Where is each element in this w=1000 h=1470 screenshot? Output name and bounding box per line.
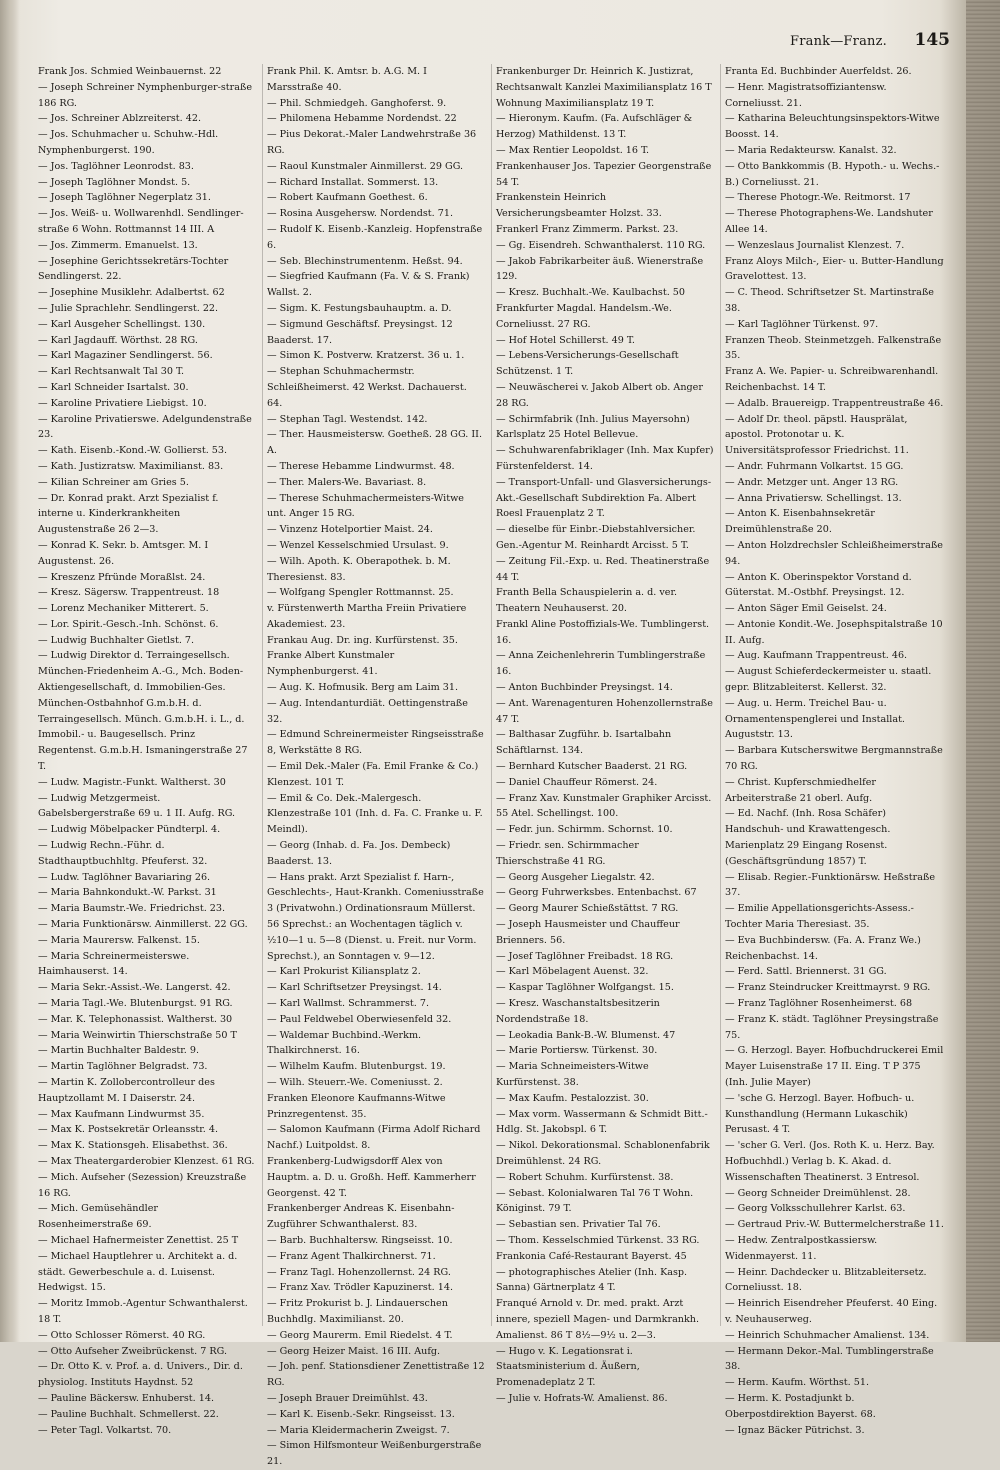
directory-entry: — Ther. Malers-We. Bavariast. 8.: [267, 476, 427, 488]
directory-entry: Frankau Aug. Dr. ing. Kurfürstenst. 35.: [267, 634, 458, 646]
directory-entry: — Georg Maurer Schießstättst. 7 RG.: [496, 903, 679, 915]
directory-entry: Franth Bella Schauspielerin a. d. ver. Theatern Neuhauserst. 20.: [496, 587, 681, 615]
directory-entry: — Kresz. Waschanstaltsbesitzerin Nordendstraße 18.: [496, 998, 663, 1025]
directory-entry: — Joseph Taglöhner Negerplatz 31.: [38, 192, 211, 204]
directory-entry: — Max vorm. Wassermann & Schmidt Bitt.-Hdlg. St. Jakobspl. 6 T.: [496, 1108, 708, 1136]
directory-entry: — Hermann Dekor.-Mal. Tumblingerstraße 38.: [725, 1345, 937, 1373]
directory-entry: — Joseph Hausmeister und Chauffeur Brienners. 56.: [496, 919, 683, 946]
directory-entry: — Ed. Nachf. (Inh. Rosa Schäfer) Handschuh- und Krawattengesch. Marienplatz 29 Eingang Rosenst. (Geschäftsgründung 1857) T.: [725, 808, 894, 867]
directory-entry: — Siegfried Kaufmann (Fa. V. & S. Frank) Wallst. 2.: [267, 271, 473, 299]
directory-entry: — Gertraud Priv.-W. Buttermelcherstraße 11.: [725, 1219, 944, 1231]
directory-entry: — Dr. Otto K. v. Prof. a. d. Univers., Dir. d. physiolog. Instituts Haydnst. 52: [38, 1361, 246, 1389]
directory-entry: — Edmund Schreinermeister Ringseisstraße 8, Werkstätte 8 RG.: [267, 729, 487, 757]
directory-entry: — Sigmund Geschäftsf. Preysingst. 12 Baaderst. 17.: [267, 318, 456, 346]
directory-entry: — Katharina Beleuchtungsinspektors-Witwe Boosst. 14.: [725, 113, 943, 141]
directory-entry: — Mar. K. Telephonassist. Waltherst. 30: [38, 1013, 233, 1025]
directory-entry: — Paul Feldwebel Oberwiesenfeld 32.: [267, 1013, 452, 1025]
directory-entry: — Nikol. Dekorationsmal. Schablonenfabrik Dreimühlenst. 24 RG.: [496, 1140, 713, 1167]
directory-entry: — photographisches Atelier (Inh. Kasp. Sanna) Gärtnerplatz 4 T.: [496, 1266, 691, 1294]
directory-entry: — Kresz. Sägersw. Trappentreust. 18: [38, 587, 220, 599]
directory-entry: — Karl Wallmst. Schrammerst. 7.: [267, 998, 430, 1010]
directory-entry: Franken Eleonore Kaufmanns-Witwe Prinzregentenst. 35.: [267, 1092, 449, 1120]
directory-entry: — Henr. Magistratsoffiziantensw. Corneliusst. 21.: [725, 81, 890, 109]
directory-entry: — Franz Tagl. Hohenzollernst. 24 RG.: [267, 1266, 451, 1278]
directory-entry: — Rosina Ausgehersw. Nordendst. 71.: [267, 208, 453, 220]
directory-entry: — Karoline Privatierswe. Adelgundenstraße 23.: [38, 413, 255, 441]
directory-entry: — Aug. u. Herm. Treichel Bau- u. Ornamentenspenglerei und Installat. Auguststr. 13.: [725, 697, 909, 741]
directory-entry: — Georg Ausgeher Liegalstr. 42.: [496, 871, 655, 883]
directory-entry: — Ludwig Metzgermeist. Gabelsbergerstraße 69 u. 1 II. Aufg. RG.: [38, 792, 236, 820]
directory-entry: — Max Kaufmann Lindwurmst 35.: [38, 1108, 205, 1120]
directory-entry: — Bernhard Kutscher Baaderst. 21 RG.: [496, 761, 688, 773]
directory-entry: Frankfurter Magdal. Handelsm.-We. Corneliusst. 27 RG.: [496, 302, 675, 330]
directory-columns: [34, 64, 950, 1468]
directory-entry: — Kath. Eisenb.-Kond.-W. Gollierst. 53.: [38, 445, 228, 457]
directory-entry: — Pauline Bäckersw. Enhuberst. 14.: [38, 1392, 215, 1404]
directory-entry: — Lor. Spirit.-Gesch.-Inh. Schönst. 6.: [38, 618, 219, 630]
directory-entry: — Maria Weinwirtin Thierschstraße 50 T: [38, 1029, 237, 1041]
directory-entry: — Sebast. Kolonialwaren Tal 76 T Wohn. Königinst. 79 T.: [496, 1187, 697, 1215]
directory-entry: — Hof Hotel Schillerst. 49 T.: [496, 334, 635, 346]
directory-entry: — Aug. Kaufmann Trappentreust. 46.: [725, 650, 908, 662]
directory-entry: — Georg Schneider Dreimühlenst. 28.: [725, 1187, 911, 1199]
directory-entry: Franke Albert Kunstmaler Nymphenburgerst. 41.: [267, 650, 398, 678]
directory-entry: — Michael Hafnermeister Zenettist. 25 T: [38, 1234, 239, 1246]
directory-entry: — Jos. Weiß- u. Wollwarenhdl. Sendlinger-straße 6 Wohn. Rottmannst 14 III. A: [38, 208, 244, 235]
directory-entry: — Lorenz Mechaniker Mitterert. 5.: [38, 603, 209, 615]
directory-entry: — Mich. Gemüsehändler Rosenheimerstraße 69.: [38, 1203, 162, 1231]
directory-entry: — Dr. Konrad prakt. Arzt Spezialist f. interne u. Kinderkrankheiten Augustenstraße 26 2—3.: [38, 492, 222, 536]
directory-entry: — Antonie Kondit.-We. Josephspitalstraße 10 II. Aufg.: [725, 618, 946, 646]
directory-entry: — Anton Säger Emil Geiselst. 24.: [725, 603, 887, 615]
directory-entry: — Barb. Buchhaltersw. Ringseisst. 10.: [267, 1234, 453, 1246]
directory-entry: — Kath. Justizratsw. Maximilianst. 83.: [38, 460, 224, 472]
directory-entry: — Karl Prokurist Kiliansplatz 2.: [267, 966, 421, 978]
directory-entry: — Max Theatergarderobier Klenzest. 61 RG.: [38, 1155, 255, 1167]
directory-entry: — Stephan Tagl. Westendst. 142.: [267, 413, 428, 425]
directory-entry: Frankerl Franz Zimmerm. Parkst. 23.: [496, 223, 679, 235]
directory-entry: Frank Jos. Schmied Weinbauernst. 22: [38, 66, 222, 77]
page-left-margin: [0, 0, 20, 1342]
directory-entry: — Rudolf K. Eisenb.-Kanzleig. Hopfenstraße 6.: [267, 223, 486, 251]
directory-entry: Frankenburger Dr. Heinrich K. Justizrat, Rechtsanwalt Kanzlei Maximiliansplatz 16 T Wohnung Maximiliansplatz 19 T.: [496, 66, 715, 109]
directory-entry: — Jos. Zimmerm. Emanuelst. 13.: [38, 239, 198, 251]
directory-entry: — Heinrich Schuhmacher Amalienst. 134.: [725, 1329, 930, 1341]
directory-entry: — Georg Volksschullehrer Karlst. 63.: [725, 1203, 906, 1215]
directory-entry: — Maria Schneimeisters-Witwe Kurfürstenst. 38.: [496, 1061, 652, 1088]
directory-column-1: [34, 64, 263, 1436]
directory-entry: — dieselbe für Einbr.-Diebstahlversicher. Gen.-Agentur M. Reinhardt Arcisst. 5 T.: [496, 524, 699, 551]
directory-entry: Frankenhauser Jos. Tapezier Georgenstraße 54 T.: [496, 160, 715, 188]
directory-entry: — Martin K. Zollobercontrolleur des Hauptzollamt M. I Daiserstr. 24.: [38, 1077, 218, 1104]
directory-entry: — Zeitung Fil.-Exp. u. Red. Theatinerstraße 44 T.: [496, 555, 713, 583]
directory-entry: Frankonia Café-Restaurant Bayerst. 45: [496, 1250, 687, 1262]
directory-entry: — Simon K. Postverw. Kratzerst. 36 u. 1.: [267, 350, 465, 362]
directory-entry: — Karl Taglöhner Türkenst. 97.: [725, 318, 879, 330]
directory-entry: — Adalb. Brauereigp. Trappentreustraße 46.: [725, 397, 944, 409]
directory-entry: — Phil. Schmiedgeh. Ganghoferst. 9.: [267, 97, 447, 109]
directory-entry: — Otto Schlosser Römerst. 40 RG.: [38, 1329, 206, 1341]
directory-entry: — Karl Möbelagent Auenst. 32.: [496, 966, 649, 978]
directory-entry: — Fritz Prokurist b. J. Lindauerschen Buchhdlg. Maximilianst. 20.: [267, 1298, 451, 1325]
directory-entry: — Kilian Schreiner am Gries 5.: [38, 476, 189, 488]
directory-entry: — Simon Hilfsmonteur Weißenburgerstraße 21.: [267, 1440, 485, 1468]
directory-entry: — Michael Hauptlehrer u. Architekt a. d. städt. Gewerbeschule a. d. Luisenst. Hedwigst. 15.: [38, 1250, 241, 1294]
directory-entry: — Robert Kaufmann Goethest. 6.: [267, 192, 428, 204]
directory-entry: Frankenberg-Ludwigsdorff Alex von Hauptm. a. D. u. Großh. Heff. Kammerherr Georgenst. 42 T.: [267, 1155, 479, 1199]
directory-entry: — Hans prakt. Arzt Spezialist f. Harn-, Geschlechts-, Haut-Krankh. Comeniusstraße 3 (Privatwohn.) Ordinationsraum Müllerst. 56 Sprechst.: an Wochentagen täglich v. ½10—1 u. 5—8 (Dienst. u. Freit. nur Vorm. Sprechst.), an Sonntagen v. 9—12.: [267, 871, 487, 962]
directory-entry: — Christ. Kupferschmiedhelfer Arbeiterstraße 21 oberl. Aufg.: [725, 776, 880, 804]
directory-entry: — Max Rentier Leopoldst. 16 T.: [496, 144, 650, 156]
directory-entry: — Lebens-Versicherungs-Gesellschaft Schützenst. 1 T.: [496, 350, 682, 378]
directory-entry: — Heinrich Eisendreher Pfeuferst. 40 Eing. v. Neuhauserweg.: [725, 1298, 941, 1325]
directory-entry: — Kaspar Taglöhner Wolfgangst. 15.: [496, 982, 674, 994]
directory-entry: — Wilhelm Kaufm. Blutenburgst. 19.: [267, 1061, 446, 1073]
directory-entry: — Karl Magaziner Sendlingerst. 56.: [38, 350, 213, 362]
directory-entry: — Raoul Kunstmaler Ainmillerst. 29 GG.: [267, 160, 464, 172]
directory-entry: — Herm. Kaufm. Wörthst. 51.: [725, 1377, 870, 1389]
directory-entry: — Balthasar Zugführ. b. Isartalbahn Schäftlarnst. 134.: [496, 729, 675, 757]
directory-entry: — Herm. K. Postadjunkt b. Oberpostdirektion Bayerst. 68.: [725, 1392, 876, 1420]
directory-entry: — Gg. Eisendreh. Schwanthalerst. 110 RG.: [496, 239, 706, 251]
directory-entry: — Ther. Hausmeistersw. Goetheß. 28 GG. II. A.: [267, 429, 486, 457]
directory-entry: — Daniel Chauffeur Römerst. 24.: [496, 776, 658, 788]
directory-entry: — Maria Schreinermeisterswe. Haimhauserst. 14.: [38, 950, 193, 978]
directory-entry: — Joh. penf. Stationsdiener Zenettistraße 12 RG.: [267, 1361, 488, 1389]
directory-entry: — Ludwig Direktor d. Terraingesellsch. München-Friedenheim A.-G., Mch. Boden-Aktiengesellschaft, d. Immobilien-Ges. München-Ostbahnhof G.m.b.H. d. Terraingesellsch. Münch. G.m.b.H. i. L., d. Immobil.- u. Baugesellsch. Prinz Regentenst. G.m.b.H. Ismaningerstraße 27 T.: [38, 650, 251, 773]
directory-entry: — Fedr. jun. Schirmm. Schornst. 10.: [496, 824, 673, 836]
directory-entry: — Karl Rechtsanwalt Tal 30 T.: [38, 366, 185, 378]
book-page-edge: [966, 0, 1000, 1342]
directory-entry: — Heinr. Dachdecker u. Blitzableitersetz. Corneliusst. 18.: [725, 1266, 930, 1294]
directory-entry: — Jakob Fabrikarbeiter äuß. Wienerstraße 129.: [496, 255, 707, 283]
directory-entry: — Jos. Schreiner Ablzreiterst. 42.: [38, 113, 202, 125]
directory-entry: — Therese Photogr.-We. Reitmorst. 17: [725, 192, 911, 204]
directory-entry: — Georg (Inhab. d. Fa. Jos. Dembeck) Baaderst. 13.: [267, 840, 454, 867]
directory-entry: — Maria Bahnkondukt.-W. Parkst. 31: [38, 887, 217, 899]
directory-entry: — Anton Holzdrechsler Schleißheimerstraße 94.: [725, 539, 947, 567]
directory-entry: — C. Theod. Schriftsetzer St. Martinstraße 38.: [725, 287, 938, 314]
directory-entry: Franzen Theob. Steinmetzgeh. Falkenstraße 35.: [725, 334, 945, 362]
directory-entry: — Robert Schuhm. Kurfürstenst. 38.: [496, 1171, 674, 1183]
directory-entry: — Elisab. Regier.-Funktionärsw. Heßstraße 37.: [725, 871, 939, 899]
directory-entry: Frankenstein Heinrich Versicherungsbeamter Holzst. 33.: [496, 192, 662, 220]
directory-entry: — Georg Fuhrwerksbes. Entenbachst. 67: [496, 887, 697, 899]
directory-entry: — Hedw. Zentralpostkassiersw. Widenmayerst. 11.: [725, 1234, 881, 1262]
directory-entry: — Joseph Brauer Dreimühlst. 43.: [267, 1392, 428, 1404]
directory-entry: — Franz Xav. Trödler Kapuzinerst. 14.: [267, 1282, 454, 1294]
directory-entry: — Max K. Postsekretär Orleansstr. 4.: [38, 1124, 219, 1136]
directory-entry: — Otto Bankkommis (B. Hypoth.- u. Wechs.-B.) Corneliusst. 21.: [725, 160, 940, 188]
directory-entry: — Franz Xav. Kunstmaler Graphiker Arcisst. 55 Atel. Schellingst. 100.: [496, 792, 715, 820]
directory-entry: — Josephine Musiklehr. Adalbertst. 62: [38, 287, 225, 299]
directory-entry: — Schuhwarenfabriklager (Inh. Max Kupfer) Fürstenfelderst. 14.: [496, 445, 717, 472]
directory-entry: — Ludw. Taglöhner Bavariaring 26.: [38, 871, 211, 883]
directory-entry: — Sebastian sen. Privatier Tal 76.: [496, 1219, 661, 1231]
directory-entry: — Anton K. Eisenbahnsekretär Dreimühlenstraße 20.: [725, 508, 878, 536]
directory-entry: — Waldemar Buchbind.-Werkm. Thalkirchnerst. 16.: [267, 1029, 425, 1057]
directory-entry: — Ludwig Rechn.-Führ. d. Stadthauptbuchhltg. Pfeuferst. 32.: [38, 840, 208, 867]
directory-entry: — Seb. Blechinstrumentenm. Heßst. 94.: [267, 255, 463, 267]
directory-entry: — Aug. Intendanturdiät. Oettingenstraße 32.: [267, 697, 471, 725]
directory-entry: — Vinzenz Hotelportier Maist. 24.: [267, 524, 433, 536]
directory-entry: — Franz K. städt. Taglöhner Preysingstraße 75.: [725, 1013, 942, 1041]
directory-entry: — Ant. Warenagenturen Hohenzollernstraße 47 T.: [496, 697, 716, 725]
directory-entry: — Karl K. Eisenb.-Sekr. Ringseisst. 13.: [267, 1408, 455, 1420]
directory-entry: Franz Aloys Milch-, Eier- u. Butter-Handlung Gravelottest. 13.: [725, 255, 947, 283]
directory-entry: — Jos. Schuhmacher u. Schuhw.-Hdl. Nymphenburgerst. 190.: [38, 129, 222, 156]
directory-entry: — Andr. Fuhrmann Volkartst. 15 GG.: [725, 460, 904, 472]
directory-entry: — Sigm. K. Festungsbauhauptm. a. D.: [267, 302, 452, 314]
directory-entry: — Ludwig Buchhalter Gietlst. 7.: [38, 634, 195, 646]
directory-entry: — Martin Buchhalter Baldestr. 9.: [38, 1045, 200, 1057]
directory-entry: — Stephan Schuhmachermstr. Schleißheimerst. 42 Werkst. Dachauerst. 64.: [267, 366, 470, 409]
directory-entry: — Kresz. Buchhalt.-We. Kaulbachst. 50: [496, 287, 686, 299]
directory-entry: — Joseph Schreiner Nymphenburger-straße 186 RG.: [38, 81, 256, 109]
directory-entry: — Transport-Unfall- und Glasversicherungs-Akt.-Gesellschaft Subdirektion Fa. Albert Roesl Frauenplatz 2 T.: [496, 476, 712, 520]
directory-entry: — Max Kaufm. Pestalozzist. 30.: [496, 1092, 649, 1104]
directory-entry: — Anton Buchbinder Preysingst. 14.: [496, 682, 673, 694]
directory-entry: — Ludwig Möbelpacker Pündterpl. 4.: [38, 824, 221, 836]
directory-entry: — Friedr. sen. Schirmmacher Thierschstraße 41 RG.: [496, 840, 642, 867]
directory-entry: — Aug. K. Hofmusik. Berg am Laim 31.: [267, 682, 459, 694]
directory-entry: — Peter Tagl. Volkartst. 70.: [38, 1424, 172, 1436]
directory-entry: — Ignaz Bäcker Pütrichst. 3.: [725, 1424, 865, 1436]
directory-entry: — Martin Taglöhner Belgradst. 73.: [38, 1061, 208, 1073]
directory-entry: — Max K. Stationsgeh. Elisabethst. 36.: [38, 1140, 228, 1152]
directory-entry: v. Fürstenwerth Martha Freiin Privatiere Akademiest. 23.: [267, 603, 470, 630]
directory-entry: — Hugo v. K. Legationsrat i. Staatsministerium d. Äußern, Promenadeplatz 2 T.: [496, 1345, 643, 1389]
directory-entry: — Josef Taglöhner Freibadst. 18 RG.: [496, 950, 674, 962]
directory-entry: — Schirmfabrik (Inh. Julius Mayersohn) Karlsplatz 25 Hotel Bellevue.: [496, 413, 693, 441]
directory-entry: — Maria Sekr.-Assist.-We. Langerst. 42.: [38, 982, 231, 994]
running-head: Frank—Franz.: [790, 34, 887, 49]
directory-entry: — Karl Ausgeher Schellingst. 130.: [38, 318, 206, 330]
directory-entry: — Leokadia Bank-B.-W. Blumenst. 47: [496, 1029, 676, 1041]
directory-entry: — Pauline Buchhalt. Schmellerst. 22.: [38, 1408, 219, 1420]
directory-entry: Franqué Arnold v. Dr. med. prakt. Arzt innere, speziell Magen- und Darmkrankh. Amalienst. 86 T 8½—9½ u. 2—3.: [496, 1298, 703, 1341]
directory-entry: — Franz Taglöhner Rosenheimerst. 68: [725, 998, 913, 1010]
directory-entry: Frankl Aline Postoffizials-We. Tumblingerst. 16.: [496, 618, 713, 646]
directory-entry: — Franz Steindrucker Kreittmayrst. 9 RG.: [725, 982, 931, 994]
page-number: 145: [914, 30, 950, 50]
directory-entry: — Hieronym. Kaufm. (Fa. Aufschläger & Herzog) Mathildenst. 13 T.: [496, 113, 696, 141]
directory-entry: — Maria Baumstr.-We. Friedrichst. 23.: [38, 903, 226, 915]
directory-entry: — Moritz Immob.-Agentur Schwanthalerst. 18 T.: [38, 1298, 251, 1325]
directory-entry: — Georg Heizer Maist. 16 III. Aufg.: [267, 1345, 441, 1357]
directory-column-3: [492, 64, 721, 1404]
directory-entry: — Franz Agent Thalkirchnerst. 71.: [267, 1250, 436, 1262]
directory-entry: — Therese Photographens-We. Landshuter Allee 14.: [725, 208, 936, 235]
directory-column-2: [263, 64, 492, 1468]
directory-entry: Franz A. We. Papier- u. Schreibwarenhandl. Reichenbachst. 14 T.: [725, 366, 942, 393]
directory-entry: — Karl Schneider Isartalst. 30.: [38, 381, 189, 393]
directory-entry: — Maria Maurersw. Falkenst. 15.: [38, 934, 200, 946]
directory-entry: — Thom. Kesselschmied Türkenst. 33 RG.: [496, 1234, 700, 1246]
directory-column-4: [721, 64, 950, 1436]
directory-entry: — Anna Zeichenlehrerin Tumblingerstraße 16.: [496, 650, 709, 678]
directory-entry: Frank Phil. K. Amtsr. b. A.G. M. I Marsstraße 40.: [267, 66, 430, 93]
directory-entry: — Julie Sprachlehr. Sendlingerst. 22.: [38, 302, 219, 314]
directory-entry: — Konrad K. Sekr. b. Amtsger. M. I Augustenst. 26.: [38, 539, 212, 567]
directory-entry: — Wilh. Steuerr.-We. Comeniusst. 2.: [267, 1077, 443, 1088]
directory-entry: — Marie Portiersw. Türkenst. 30.: [496, 1045, 658, 1057]
directory-entry: — Eva Buchbindersw. (Fa. A. Franz We.) Reichenbachst. 14.: [725, 934, 924, 962]
directory-entry: — Emil Dek.-Maler (Fa. Emil Franke & Co.) Klenzest. 101 T.: [267, 761, 482, 788]
directory-entry: — Karl Schriftsetzer Preysingst. 14.: [267, 982, 442, 994]
directory-entry: Franta Ed. Buchbinder Auerfeldst. 26.: [725, 66, 912, 77]
directory-entry: — Mich. Aufseher (Sezession) Kreuzstraße 16 RG.: [38, 1171, 250, 1199]
directory-entry: — 'scher G. Verl. (Jos. Roth K. u. Herz. Bay. Hofbuchhdl.) Verlag b. K. Akad. d. Wissenschaften Theatinerst. 3 Entresol.: [725, 1140, 938, 1183]
directory-entry: — Kreszenz Pfründe Moraßlst. 24.: [38, 571, 206, 583]
directory-entry: — 'sche G. Herzogl. Bayer. Hofbuch- u. Kunsthandlung (Hermann Lukaschik) Perusast. 4 T.: [725, 1092, 918, 1136]
directory-entry: — Karl Jagdauff. Wörthst. 28 RG.: [38, 334, 198, 346]
directory-entry: — Ferd. Sattl. Briennerst. 31 GG.: [725, 966, 887, 978]
directory-entry: — Salomon Kaufmann (Firma Adolf Richard Nachf.) Luitpoldst. 8.: [267, 1124, 484, 1152]
directory-entry: Frankenberger Andreas K. Eisenbahn-Zugführer Schwanthalerst. 83.: [267, 1203, 455, 1231]
directory-entry: — Therese Schuhmachermeisters-Witwe unt. Anger 15 RG.: [267, 492, 468, 520]
directory-entry: — Andr. Metzger unt. Anger 13 RG.: [725, 476, 899, 488]
directory-entry: — Maria Kleidermacherin Zweigst. 7.: [267, 1424, 450, 1436]
directory-entry: — Wenzel Kesselschmied Ursulast. 9.: [267, 539, 449, 551]
directory-entry: — Emil & Co. Dek.-Malergesch. Klenzestraße 101 (Inh. d. Fa. C. Franke u. F. Meindl).: [267, 792, 486, 836]
directory-entry: — Wenzeslaus Journalist Klenzest. 7.: [725, 239, 905, 251]
directory-entry: — Adolf Dr. theol. päpstl. Hausprälat, apostol. Protonotar u. K. Universitätsprofessor Friedrichst. 11.: [725, 413, 911, 457]
directory-entry: — Pius Dekorat.-Maler Landwehrstraße 36 RG.: [267, 129, 480, 156]
directory-entry: — Neuwäscherei v. Jakob Albert ob. Anger 28 RG.: [496, 381, 706, 409]
directory-entry: — Joseph Taglöhner Mondst. 5.: [38, 176, 191, 188]
directory-entry: — Karoline Privatiere Liebigst. 10.: [38, 397, 207, 409]
directory-entry: — August Schieferdeckermeister u. staatl. gepr. Blitzableiterst. Kellerst. 32.: [725, 666, 935, 694]
directory-entry: — Julie v. Hofrats-W. Amalienst. 86.: [496, 1392, 668, 1404]
directory-entry: — Barbara Kutscherswitwe Bergmannstraße 70 RG.: [725, 745, 946, 773]
directory-entry: — Maria Tagl.-We. Blutenburgst. 91 RG.: [38, 998, 233, 1010]
directory-entry: — Philomena Hebamme Nordendst. 22: [267, 113, 457, 125]
directory-entry: — Richard Installat. Sommerst. 13.: [267, 176, 439, 188]
directory-entry: — Emilie Appellationsgerichts-Assess.-Tochter Maria Theresiast. 35.: [725, 903, 914, 931]
directory-entry: — Jos. Taglöhner Leonrodst. 83.: [38, 160, 194, 172]
directory-entry: — Wolfgang Spengler Rottmannst. 25.: [267, 587, 454, 599]
page-header: [790, 30, 950, 56]
directory-entry: — Josephine Gerichtssekretärs-Tochter Sendlingerst. 22.: [38, 255, 232, 283]
directory-entry: — Anton K. Oberinspektor Vorstand d. Güterstat. M.-Ostbhf. Preysingst. 12.: [725, 571, 915, 599]
directory-entry: — Maria Redakteursw. Kanalst. 32.: [725, 144, 897, 156]
directory-entry: — Georg Maurerm. Emil Riedelst. 4 T.: [267, 1329, 453, 1341]
directory-entry: — Ludw. Magistr.-Funkt. Waltherst. 30: [38, 776, 226, 788]
directory-entry: — Therese Hebamme Lindwurmst. 48.: [267, 460, 455, 472]
directory-entry: — Wilh. Apoth. K. Oberapothek. b. M. Theresienst. 83.: [267, 555, 454, 583]
directory-entry: — Anna Privatiersw. Schellingst. 13.: [725, 492, 902, 504]
directory-entry: — Otto Aufseher Zweibrückenst. 7 RG.: [38, 1345, 227, 1357]
directory-entry: — Maria Funktionärsw. Ainmillerst. 22 GG.: [38, 919, 248, 931]
directory-entry: — G. Herzogl. Bayer. Hofbuchdruckerei Emil Mayer Luisenstraße 17 II. Eing. T P 375 (Inh. Julie Mayer): [725, 1045, 947, 1088]
